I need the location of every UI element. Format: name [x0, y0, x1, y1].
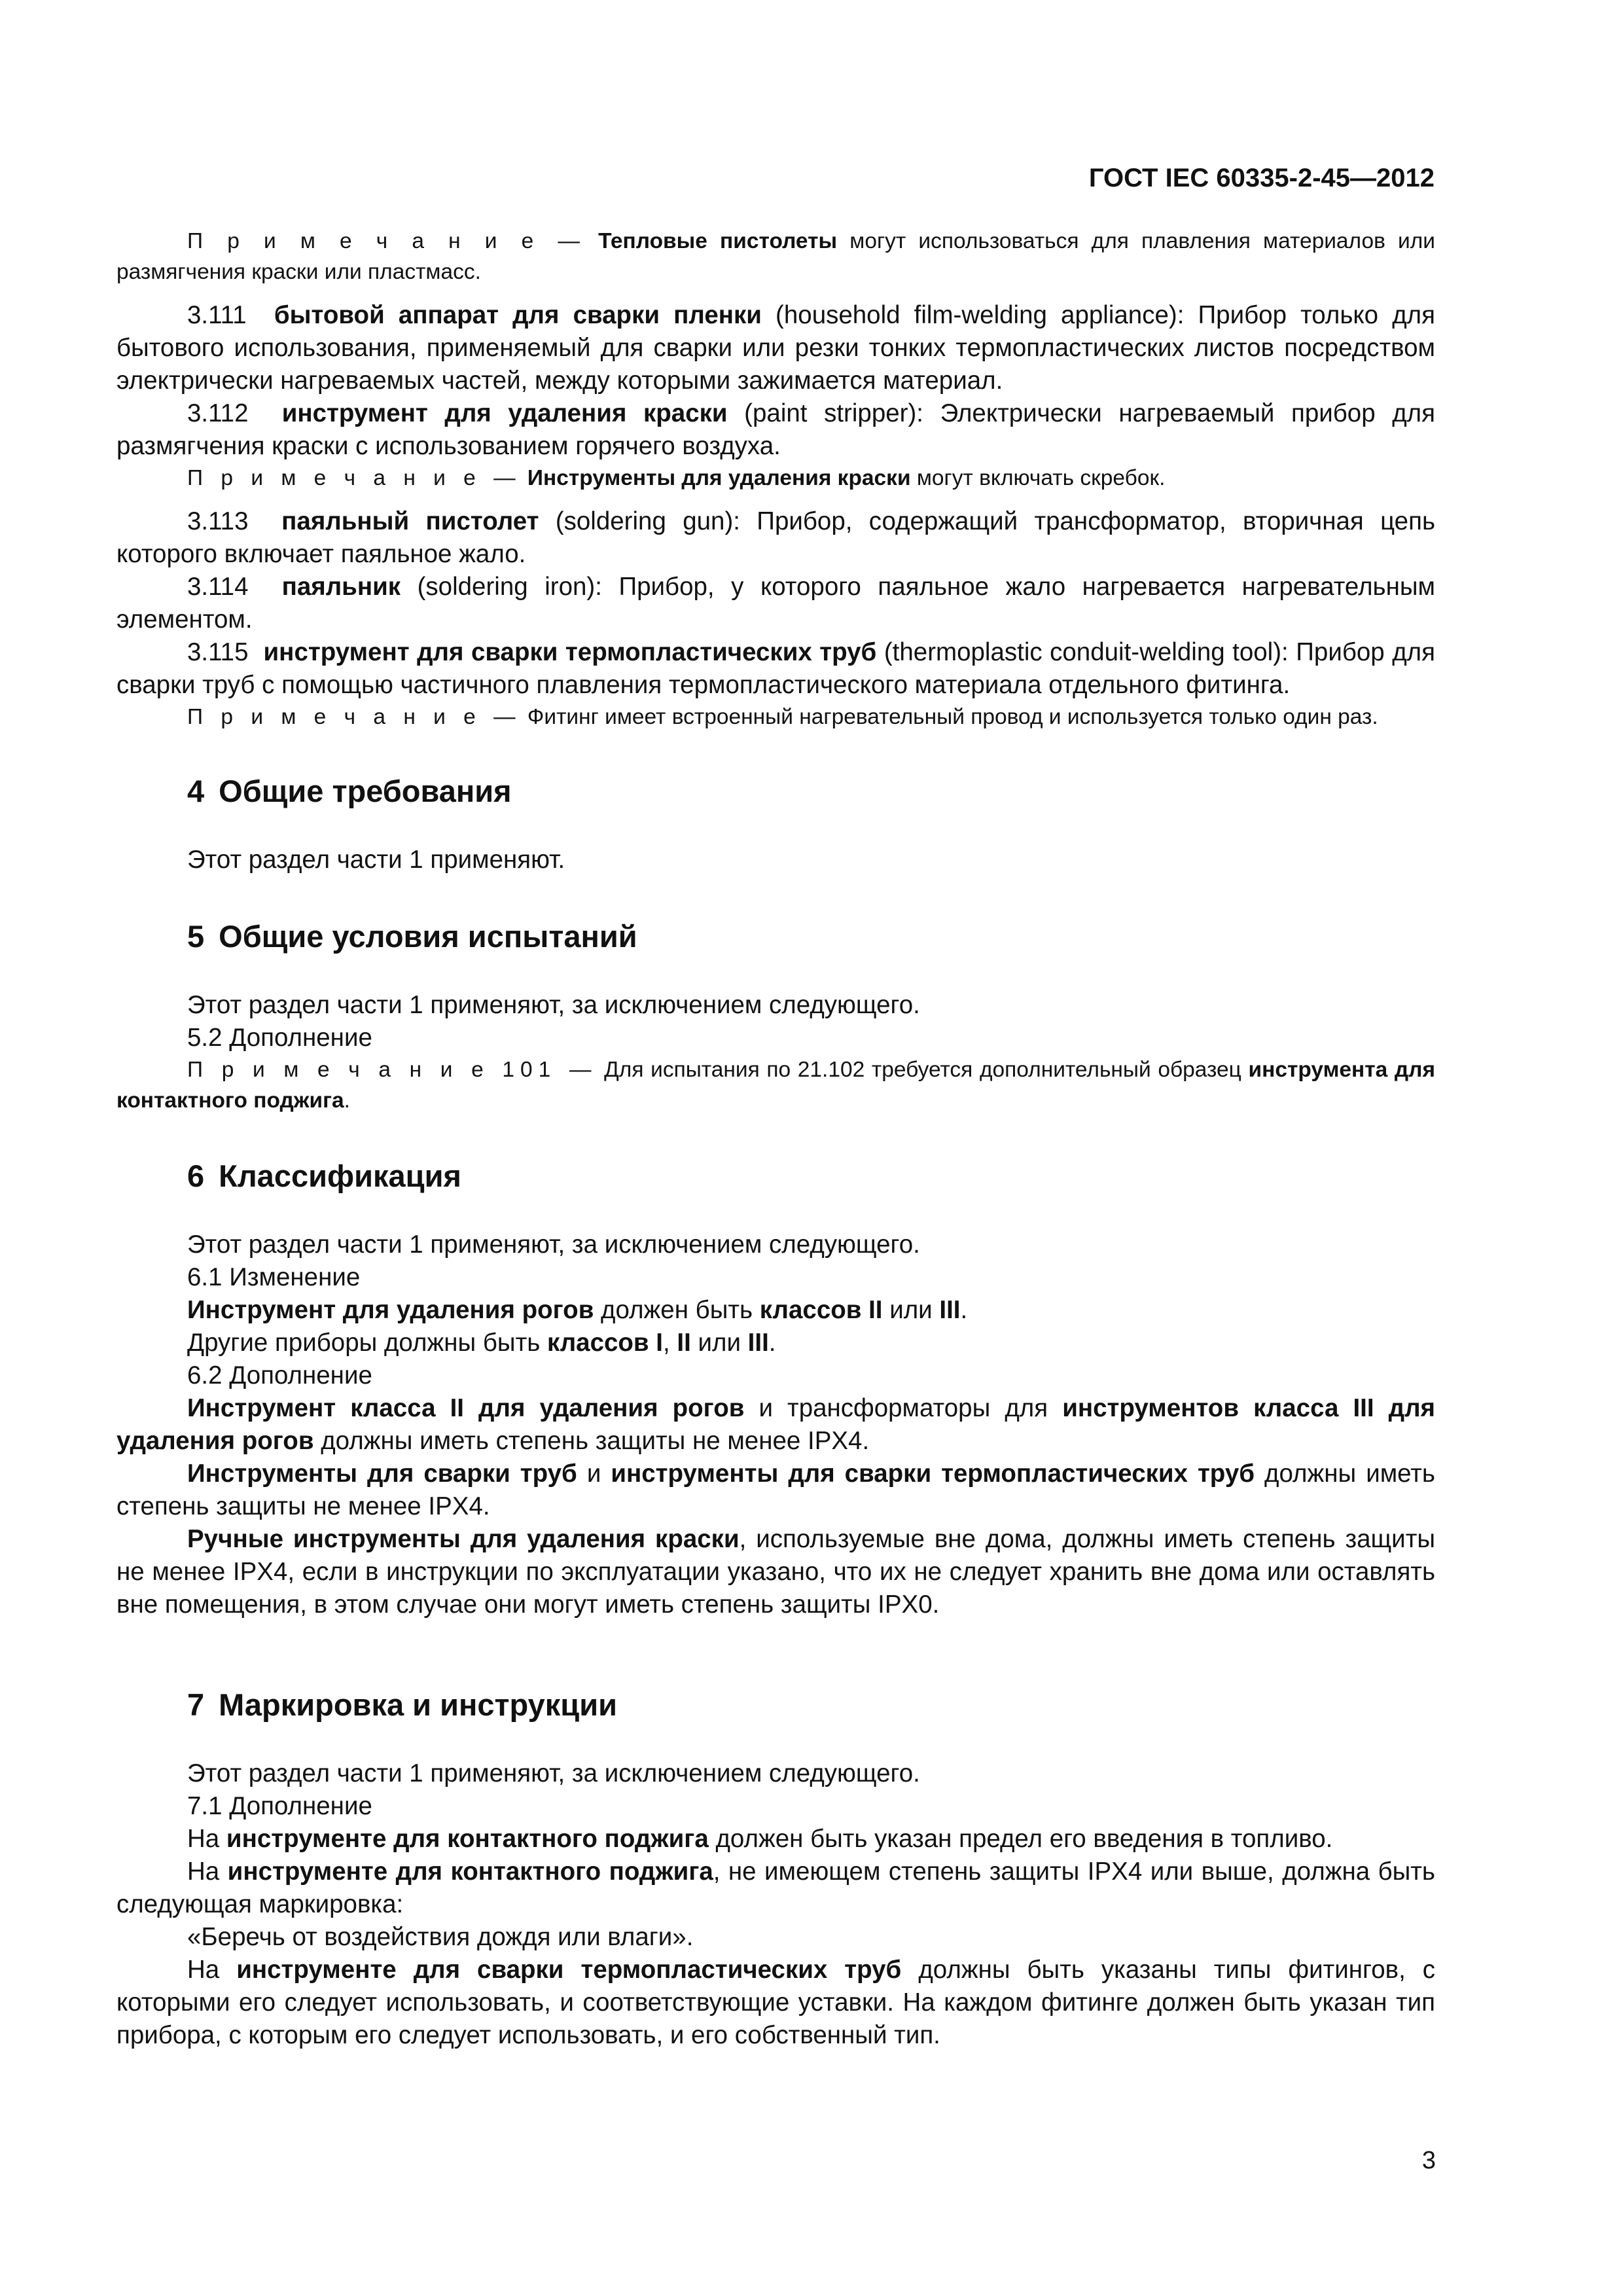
- text-run: На: [187, 1825, 226, 1853]
- section-7-para-fittings: [116, 1954, 1435, 2052]
- bold-term: классов I: [546, 1329, 663, 1357]
- clause-5-2: 5.2 Дополнение: [187, 1024, 372, 1052]
- text-run: Другие приборы должны быть: [187, 1329, 547, 1357]
- note-text: Фитинг имеет встроенный нагревательный провод и используется только один раз.: [521, 705, 1378, 729]
- section-5-intro: Этот раздел части 1 применяют, за исключением следующего.: [187, 991, 920, 1019]
- section-number: 7: [187, 1687, 205, 1722]
- clause-number: 3.115: [187, 638, 249, 666]
- section-title: Маркировка и инструкции: [219, 1687, 617, 1722]
- bold-term: инструменте для контактного поджига: [227, 1857, 713, 1886]
- section-heading-4: [116, 772, 1435, 811]
- clause-7-1: 7.1 Дополнение: [187, 1792, 372, 1820]
- text-run: должны иметь степень защиты не менее IPX4.: [313, 1427, 870, 1455]
- section-6-para-horn-tools: [116, 1294, 1435, 1327]
- definition-text: (paint stripper): Электрически нагреваемый прибор для размягчения краски с использованием горячего воздуха.: [116, 399, 1435, 460]
- section-heading-5: [116, 917, 1435, 956]
- text-run: и трансформаторы для: [744, 1394, 1063, 1422]
- note-heat-guns: [116, 226, 1435, 287]
- text-run: и: [577, 1460, 611, 1488]
- definition-3-111: [116, 299, 1435, 397]
- clause-number: 3.113: [187, 507, 249, 535]
- section-title: Общие условия испытаний: [219, 919, 637, 954]
- definition-text: (soldering gun): Прибор, содержащий трансформатор, вторичная цепь которого включает паяльное жало.: [116, 507, 1436, 568]
- definition-text: (thermoplastic conduit-welding tool): Прибор для сварки труб с помощью частичного плавления термопластического материала отдельного фитинга.: [116, 638, 1435, 699]
- text-run: , не имеющем степень защиты IPX4 или выше, должна быть следующая маркировка:: [116, 1857, 1435, 1918]
- section-6-para-paint-strippers: [116, 1523, 1435, 1621]
- definition-3-114: [116, 571, 1435, 636]
- defined-term: инструмент для сварки термопластических труб: [263, 638, 877, 666]
- text-run: , используемые вне дома, должны иметь степень защиты не менее IPX4, если в инструкции по эксплуатации указано, что их не следует хранить вне дома или оставлять вне помещения, в этом случае они могут иметь степень защиты IPX0.: [116, 1525, 1435, 1619]
- main-text: [116, 226, 1435, 2052]
- definition-text: (household film-welding appliance): Прибор только для бытового использования, применяемый для сварки или резки тонких термопластических листов посредством электрически нагреваемых частей, между которыми зажимается материал.: [116, 301, 1435, 395]
- defined-term: паяльник: [281, 573, 401, 601]
- text-run: должны быть указаны типы фитингов, с которыми его следует использовать, и соответствующие уставки. На каждом фитинге должен быть указан тип прибора, с которым его следует использовать, и его собственный тип.: [116, 1956, 1435, 2049]
- note-text: могут включать скребок.: [910, 466, 1166, 490]
- note-text: Для испытания по 21.102 требуется дополнительный образец: [597, 1058, 1249, 1082]
- note-term: Тепловые пистолеты: [598, 229, 838, 253]
- bold-term: Инструмент для удаления рогов: [187, 1296, 594, 1324]
- section-number: 5: [187, 919, 205, 954]
- clause-6-1: 6.1 Изменение: [187, 1263, 361, 1291]
- document-header: ГОСТ IEC 60335-2-45—2012: [1088, 164, 1435, 192]
- bold-term: инструменте для сварки термопластических труб: [236, 1956, 902, 1984]
- text-run: ,: [662, 1329, 677, 1357]
- clause-number: 3.114: [187, 573, 249, 601]
- text-run: должен быть указан предел его введения в топливо.: [708, 1825, 1333, 1853]
- section-6-para-other: [116, 1327, 1435, 1359]
- section-7-intro: Этот раздел части 1 применяют, за исключением следующего.: [187, 1759, 920, 1787]
- defined-term: бытовой аппарат для сварки пленки: [274, 301, 762, 329]
- bold-term: Ручные инструменты для удаления краски: [187, 1525, 740, 1553]
- bold-term: инструментов класса III для удаления рогов: [116, 1394, 1435, 1455]
- bold-term: III: [939, 1296, 961, 1324]
- bold-term: инструменты для сварки термопластических труб: [611, 1460, 1255, 1488]
- section-title: Общие требования: [219, 774, 512, 808]
- definition-text: (soldering iron): Прибор, у которого паяльное жало нагревается нагревательным элементом.: [116, 573, 1435, 634]
- clause-6-2: 6.2 Дополнение: [187, 1361, 372, 1390]
- note-label: П р и м е ч а н и е —: [187, 705, 522, 729]
- text-run: или: [882, 1296, 940, 1324]
- bold-term: инструменте для контактного поджига: [226, 1825, 709, 1853]
- note-label: П р и м е ч а н и е —: [187, 466, 522, 490]
- page-number: 3: [1421, 2147, 1436, 2174]
- section-7-para-marking: [116, 1856, 1435, 1921]
- note-end: .: [344, 1088, 350, 1113]
- clause-number: 3.111: [187, 301, 247, 329]
- bold-term: Инструмент класса II для удаления рогов: [187, 1394, 745, 1422]
- bold-term: II: [677, 1329, 691, 1357]
- section-heading-7: [116, 1685, 1435, 1725]
- section-6-para-ipx4-horn: [116, 1392, 1435, 1458]
- note-label: П р и м е ч а н и е —: [187, 229, 586, 253]
- text-run: На: [187, 1956, 237, 1984]
- section-number: 4: [187, 774, 205, 808]
- definition-3-113: [116, 505, 1435, 571]
- defined-term: инструмент для удаления краски: [281, 399, 728, 427]
- definition-3-112: [116, 397, 1435, 463]
- defined-term: паяльный пистолет: [281, 507, 539, 535]
- note-fitting: [116, 702, 1435, 732]
- definition-3-115: [116, 636, 1435, 702]
- text-run: или: [690, 1329, 748, 1357]
- text-run: .: [768, 1329, 776, 1357]
- note-label: П р и м е ч а н и е 101 —: [187, 1058, 597, 1082]
- bold-term: классов II: [759, 1296, 883, 1324]
- text-run: должен быть: [594, 1296, 760, 1324]
- note-paint-strippers: [116, 463, 1435, 493]
- note-text: могут использоваться для плавления материалов или размягчения краски или пластмасс.: [116, 229, 1436, 284]
- section-title: Классификация: [219, 1158, 461, 1193]
- section-7-para-fuel-limit: [116, 1823, 1435, 1856]
- text-run: На: [187, 1857, 228, 1886]
- clause-number: 3.112: [187, 399, 249, 427]
- text-run: должны иметь степень защиты не менее IPX4.: [116, 1460, 1435, 1520]
- section-4-text: Этот раздел части 1 применяют.: [187, 846, 565, 874]
- bold-term: III: [747, 1329, 769, 1357]
- section-6-para-ipx4-pipes: [116, 1458, 1435, 1523]
- text-run: .: [960, 1296, 968, 1324]
- section-7-marking-text: «Беречь от воздействия дождя или влаги».: [187, 1923, 694, 1951]
- note-term: Инструменты для удаления краски: [527, 466, 911, 490]
- section-heading-6: [116, 1157, 1435, 1196]
- section-6-intro: Этот раздел части 1 применяют, за исключением следующего.: [187, 1230, 920, 1259]
- note-term: инструмента для контактного поджига: [116, 1058, 1435, 1113]
- note-101: [116, 1054, 1435, 1116]
- bold-term: Инструменты для сварки труб: [187, 1460, 577, 1488]
- section-number: 6: [187, 1158, 205, 1193]
